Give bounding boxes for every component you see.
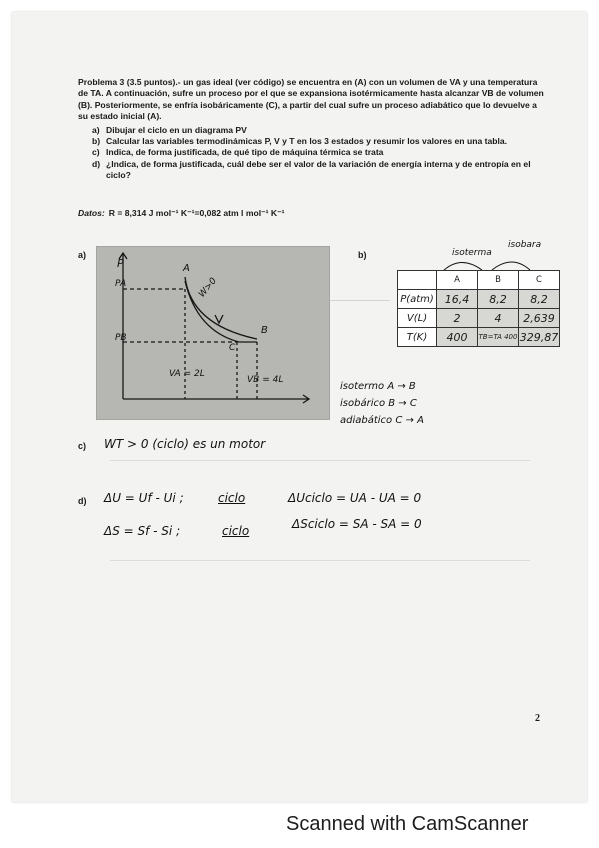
table-header-cell: B	[478, 271, 519, 290]
delta-s-definition: ΔS = Sf - Si ;	[104, 524, 181, 538]
answer-c-label: c)	[78, 441, 87, 451]
answer-d-label: d)	[78, 496, 87, 506]
table-row	[398, 290, 560, 309]
page-number: 2	[535, 713, 540, 724]
bleed-through-line	[330, 300, 390, 301]
question-list	[92, 125, 548, 182]
table-cell: 2,639	[519, 309, 560, 328]
table-cell: 4	[478, 309, 519, 328]
problem-text: un gas ideal (ver código) se encuentra en (A) con un volumen de VA y una temperatura de TA. A continuación, sufre un proceso por el que se expansiona isotérmicamente hasta alcanzar VB de volumen (B). Posteriormente, se enfría isobáricamente (C), a partir del cual sufre un proceso adiabático que lo devuelve a su estado inicial (A).	[78, 77, 544, 122]
process-note: adiabático C → A	[340, 415, 424, 426]
answer-a-label: a)	[78, 250, 87, 260]
answer-c-text: WT > 0 (ciclo) es un motor	[104, 437, 266, 451]
direction-arrow	[215, 315, 223, 323]
isoterma-annotation: isoterma	[452, 248, 492, 258]
question-text: Indica, de forma justificada, de qué tipo de máquina térmica se trata	[106, 147, 384, 158]
row-label: P(atm)	[398, 290, 437, 309]
pv-diagram	[97, 247, 329, 419]
table-row	[398, 309, 560, 328]
bleed-through-line	[110, 460, 530, 461]
question-item	[92, 159, 548, 182]
pb-label: PB	[115, 333, 127, 343]
pv-diagram-photo	[96, 246, 330, 420]
table-header-cell: A	[437, 271, 478, 290]
question-item	[92, 147, 548, 158]
question-text: Dibujar el ciclo en un diagrama PV	[106, 124, 247, 135]
question-label: c)	[92, 147, 100, 158]
table-cell: 400	[437, 328, 478, 347]
delta-s-cycle-tag: ciclo	[222, 524, 250, 538]
point-b-label: B	[261, 325, 268, 336]
question-label: a)	[92, 124, 100, 135]
problem-title: Problema 3 (3.5 puntos).-	[78, 77, 181, 87]
state-variables-table	[397, 270, 560, 347]
table-cell: 2	[437, 309, 478, 328]
table-cell: 8,2	[478, 290, 519, 309]
problem-statement	[78, 77, 548, 123]
table-cell: 8,2	[519, 290, 560, 309]
va-label: VA = 2L	[169, 369, 205, 379]
delta-u-definition: ΔU = Uf - Ui ;	[104, 491, 184, 505]
point-c-label: C	[229, 343, 236, 353]
isobara-annotation: isobara	[508, 240, 542, 250]
table-cell: 329,87	[519, 328, 560, 347]
question-label: b)	[92, 136, 101, 147]
scanner-watermark: Scanned with CamScanner	[286, 813, 529, 835]
datos-label: Datos:	[78, 208, 105, 218]
row-label: V(L)	[398, 309, 437, 328]
table-cell: 16,4	[437, 290, 478, 309]
datos-text: R = 8,314 J mol⁻¹ K⁻¹=0,082 atm l mol⁻¹ K⁻¹	[108, 208, 285, 218]
bleed-through-line	[110, 560, 530, 561]
vb-label: VB = 4L	[247, 375, 284, 385]
question-item	[92, 136, 548, 147]
delta-s-cycle-result: ΔSciclo = SA - SA = 0	[292, 517, 422, 531]
table-cell: TB=TA 400	[478, 328, 519, 347]
pa-label: PA	[115, 279, 127, 289]
axis-p-label: P	[117, 257, 124, 270]
point-a-label: A	[183, 263, 190, 274]
question-item	[92, 125, 548, 136]
answer-b-label: b)	[358, 250, 367, 260]
question-text: ¿Indica, de forma justificada, cuál debe ser el valor de la variación de energía interna y de entropía en el ciclo?	[106, 158, 531, 181]
table-header-cell: C	[519, 271, 560, 290]
process-note: isobárico B → C	[340, 398, 417, 409]
arrow-b-to-c	[492, 262, 530, 270]
row-label: T(K)	[398, 328, 437, 347]
datos-line	[78, 208, 285, 219]
work-label: W>0	[197, 276, 220, 300]
table-header-row	[398, 271, 560, 290]
problem-block	[78, 77, 548, 182]
table-row	[398, 328, 560, 347]
table-header-cell	[398, 271, 437, 290]
delta-u-cycle-result: ΔUciclo = UA - UA = 0	[288, 491, 422, 505]
process-note: isotermo A → B	[340, 381, 416, 392]
question-label: d)	[92, 158, 101, 169]
question-text: Calcular las variables termodinámicas P, V y T en los 3 estados y resumir los valores en una tabla.	[106, 136, 508, 147]
delta-u-cycle-tag: ciclo	[218, 491, 246, 505]
